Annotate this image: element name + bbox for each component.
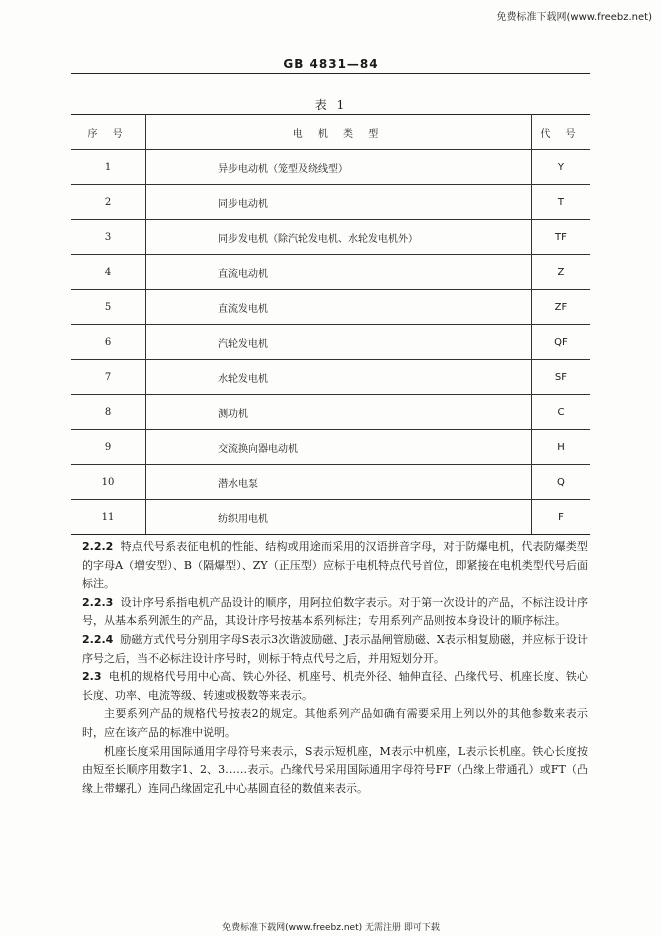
header-code: 代 号 — [531, 115, 590, 150]
row-serial: 10 — [71, 465, 146, 500]
row-serial: 9 — [71, 430, 146, 465]
row-serial: 8 — [71, 395, 146, 430]
row-code: H — [531, 430, 590, 465]
row-serial: 1 — [71, 150, 146, 185]
table-caption: 表 1 — [314, 98, 348, 112]
table-row — [71, 325, 590, 360]
clause-2-2-4 — [82, 631, 588, 668]
table-row — [71, 255, 590, 290]
clause-2-2-3 — [82, 594, 588, 631]
clause-2-3 — [82, 668, 588, 705]
row-serial: 11 — [71, 500, 146, 535]
table-header-row — [71, 115, 590, 150]
row-motor-type: 异步电动机（笼型及绕线型） — [146, 150, 532, 185]
row-code: TF — [531, 220, 590, 255]
row-code: ZF — [531, 290, 590, 325]
row-code: QF — [531, 325, 590, 360]
clause-number: 2.2.3 — [82, 595, 114, 609]
row-motor-type: 纺织用电机 — [146, 500, 532, 535]
row-code: Y — [531, 150, 590, 185]
row-code: Q — [531, 465, 590, 500]
row-code: Z — [531, 255, 590, 290]
clause-text: 设计序号系指电机产品设计的顺序，用阿拉伯数字表示。对于第一次设计的产品，不标注设计序号，从基本系列派生的产品，其设计序号按基本系列标注；专用系列产品则按本身设计的顺序标注。 — [82, 595, 588, 628]
table-row — [71, 220, 590, 255]
table-row — [71, 500, 590, 535]
paragraph-main-series: 主要系列产品的规格代号按表2的规定。其他系列产品如确有需要采用上列以外的其他参数来表示时，应在该产品的标准中说明。 — [82, 707, 588, 739]
row-serial: 3 — [71, 220, 146, 255]
table-row — [71, 465, 590, 500]
row-serial: 4 — [71, 255, 146, 290]
table-row — [71, 360, 590, 395]
clause-number: 2.3 — [82, 670, 102, 684]
row-motor-type: 测功机 — [146, 395, 532, 430]
row-motor-type: 水轮发电机 — [146, 360, 532, 395]
row-code: T — [531, 185, 590, 220]
paragraph-frame-length: 机座长度采用国际通用字母符号来表示，S表示短机座，M表示中机座，L表示长机座。铁心长度按由短至长顺序用数字1、2、3……表示。凸缘代号采用国际通用字母符号FF（凸缘上带通孔）或FT（凸缘上带螺孔）连同凸缘固定孔中心基圆直径的数值来表示。 — [82, 744, 588, 795]
clause-text: 励磁方式代号分别用字母S表示3次谐波励磁、J表示晶闸管励磁、X表示相复励磁，并应标于设计序号之后，当不必标注设计序号时，则标于特点代号之后，并用短划分开。 — [82, 632, 588, 665]
row-serial: 7 — [71, 360, 146, 395]
table-row — [71, 150, 590, 185]
header-motor-type: 电 机 类 型 — [146, 115, 532, 150]
site-watermark-top: 免费标准下载网(www.freebz.net) — [496, 12, 652, 23]
clause-text: 电机的规格代号用中心高、铁心外径、机座号、机壳外径、轴伸直径、凸缘代号、机座长度、铁心长度、功率、电流等级、转速或极数等来表示。 — [82, 670, 588, 702]
row-motor-type: 同步电动机 — [146, 185, 532, 220]
table-row — [71, 185, 590, 220]
header-serial: 序 号 — [71, 115, 146, 150]
table-row — [71, 290, 590, 325]
header-rule — [71, 73, 590, 74]
row-motor-type: 直流发电机 — [146, 290, 532, 325]
row-motor-type: 同步发电机（除汽轮发电机、水轮发电机外） — [146, 220, 532, 255]
row-motor-type: 潜水电泵 — [146, 465, 532, 500]
table-row — [71, 430, 590, 465]
table-row — [71, 395, 590, 430]
row-code: SF — [531, 360, 590, 395]
clause-2-2-2 — [82, 538, 588, 594]
row-serial: 5 — [71, 290, 146, 325]
clause-text: 特点代号系表征电机的性能、结构或用途而采用的汉语拼音字母，对于防爆电机，代表防爆类型的字母A（增安型）、B（隔爆型）、ZY（正压型）应标于电机特点代号首位，即紧接在电机类型代号后面标注。 — [82, 540, 588, 591]
clause-number: 2.2.2 — [82, 540, 114, 553]
motor-type-table — [71, 114, 590, 535]
site-watermark-bottom: 免费标准下载网(www.freebz.net) 无需注册 即可下载 — [222, 923, 440, 933]
row-motor-type: 交流换向器电动机 — [146, 430, 532, 465]
row-serial: 2 — [71, 185, 146, 220]
standard-number: GB 4831—84 — [283, 57, 379, 71]
body-text — [82, 538, 588, 798]
row-motor-type: 汽轮发电机 — [146, 325, 532, 360]
row-code: F — [531, 500, 590, 535]
row-code: C — [531, 395, 590, 430]
row-serial: 6 — [71, 325, 146, 360]
clause-number: 2.2.4 — [82, 632, 114, 646]
row-motor-type: 直流电动机 — [146, 255, 532, 290]
